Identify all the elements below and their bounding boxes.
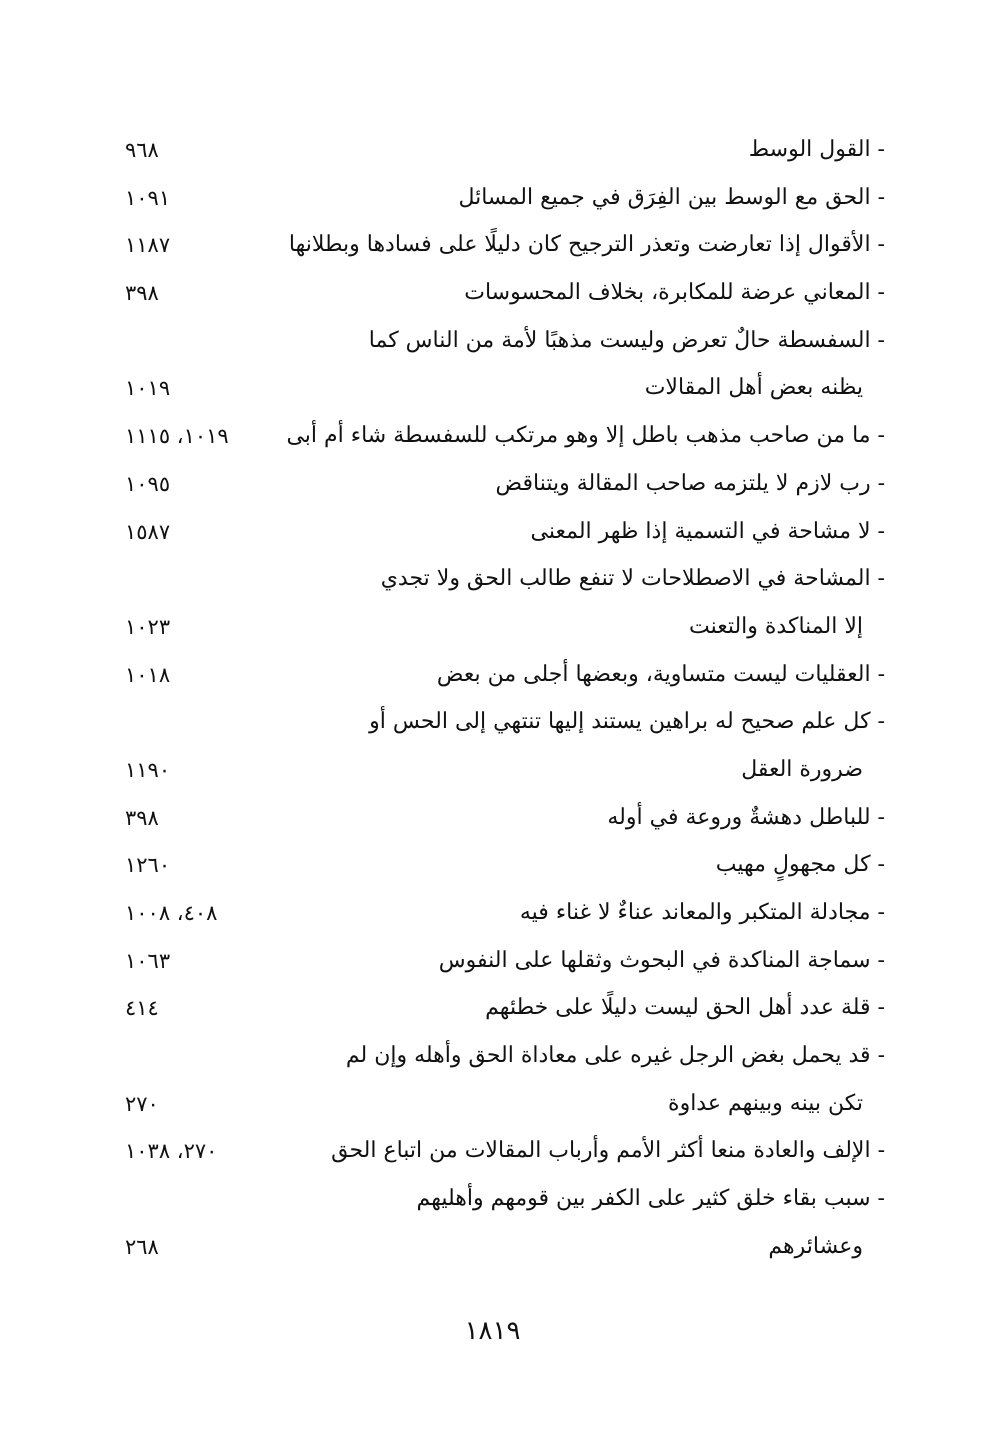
entry-text: - قلة عدد أهل الحق ليست دليلًا على خطئهم: [485, 995, 885, 1021]
index-entry: [125, 1034, 885, 1082]
page-number: ١٨١٩: [464, 1316, 521, 1346]
entry-text: تكن بينه وبينهم عداوة: [668, 1090, 863, 1116]
index-entry: [125, 462, 885, 510]
entry-page-refs: ٢٦٨: [125, 1234, 159, 1259]
index-entry-continuation: [125, 605, 885, 653]
index-entry: [125, 557, 885, 605]
index-entry: [125, 1129, 885, 1177]
entry-page-refs: ٤٠٨، ١٠٠٨: [125, 901, 218, 925]
entry-page-refs: ١١٩٠: [125, 757, 171, 782]
index-entries: [125, 128, 885, 1273]
index-entry: [125, 891, 885, 939]
index-entry: [125, 128, 885, 176]
entry-text: - الأقوال إذا تعارضت وتعذر الترجيح كان دليلًا على فسادها وبطلانها: [288, 232, 885, 258]
entry-text: - قد يحمل بغض الرجل غيره على معاداة الحق وأهله وإن لم: [345, 1043, 885, 1069]
index-entry: [125, 319, 885, 367]
entry-page-refs: ٢٧٠: [125, 1091, 159, 1116]
entry-text: - الحق مع الوسط بين الفِرَق في جميع المسائل: [458, 184, 885, 210]
index-entry: [125, 939, 885, 987]
entry-page-refs: ١٠١٩، ١١١٥: [125, 424, 229, 449]
entry-text: - المشاحة في الاصطلاحات لا تنفع طالب الحق ولا تجدي: [380, 566, 885, 592]
entry-page-refs: ١٠١٩: [125, 376, 171, 401]
entry-text: - الإلف والعادة منعا أكثر الأمم وأرباب المقالات من اتباع الحق: [331, 1138, 885, 1164]
entry-page-refs: ٩٦٨: [125, 138, 159, 162]
index-entry: [125, 796, 885, 844]
index-entry-continuation: [125, 366, 885, 414]
index-entry-continuation: [125, 1082, 885, 1130]
entry-page-refs: ٢٧٠، ١٠٣٨: [125, 1139, 218, 1164]
entry-page-refs: ٣٩٨: [125, 281, 159, 306]
entry-text: - للباطل دهشةٌ وروعة في أوله: [607, 804, 885, 830]
entry-page-refs: ١٠٩٥: [125, 471, 171, 496]
entry-page-refs: ١٠٢٣: [125, 614, 171, 639]
index-entry: [125, 414, 885, 462]
entry-text: - سبب بقاء خلق كثير على الكفر بين قومهم وأهليهم: [416, 1186, 885, 1212]
entry-page-refs: ١٠٦٣: [125, 948, 171, 973]
index-entry: [125, 700, 885, 748]
entry-text: - رب لازم لا يلتزمه صاحب المقالة ويتناقض: [495, 470, 885, 496]
index-entry: [125, 223, 885, 271]
entry-text: - سماجة المناكدة في البحوث وثقلها على النفوس: [438, 947, 885, 973]
entry-page-refs: ١٢٦٠: [125, 853, 171, 878]
index-entry: [125, 843, 885, 891]
entry-text: - كل مجهولٍ مهيب: [715, 852, 885, 878]
index-entry: [125, 510, 885, 558]
entry-page-refs: ٣٩٨: [125, 805, 159, 830]
index-entry: [125, 1177, 885, 1225]
entry-text: - مجادلة المتكبر والمعاند عناءٌ لا غناء فيه: [519, 900, 885, 925]
entry-text: - لا مشاحة في التسمية إذا ظهر المعنى: [530, 518, 885, 544]
index-entry: [125, 653, 885, 701]
entry-page-refs: ١٠١٨: [125, 662, 171, 687]
entry-text: - كل علم صحيح له براهين يستند إليها تنتهي إلى الحس أو: [369, 709, 885, 735]
entry-text: - المعاني عرضة للمكابرة، بخلاف المحسوسات: [464, 280, 885, 306]
entry-text: إلا المناكدة والتعنت: [688, 613, 863, 639]
entry-text: - القول الوسط: [748, 137, 885, 162]
index-entry-continuation: [125, 748, 885, 796]
entry-page-refs: ١١٨٧: [125, 233, 171, 258]
entry-text: ضرورة العقل: [741, 756, 863, 782]
entry-page-refs: ٤١٤: [125, 996, 159, 1021]
index-entry-continuation: [125, 1225, 885, 1273]
entry-text: - السفسطة حالٌ تعرض وليست مذهبًا لأمة من الناس كما: [368, 327, 885, 353]
entry-text: - العقليات ليست متساوية، وبعضها أجلى من بعض: [436, 661, 885, 687]
entry-page-refs: ١٠٩١: [125, 185, 171, 210]
index-entry: [125, 176, 885, 224]
entry-page-refs: ١٥٨٧: [125, 519, 171, 544]
entry-text: - ما من صاحب مذهب باطل إلا وهو مرتكب للسفسطة شاء أم أبى: [286, 423, 885, 449]
entry-text: وعشائرهم: [768, 1233, 863, 1259]
index-entry: [125, 986, 885, 1034]
entry-text: يظنه بعض أهل المقالات: [644, 375, 863, 401]
index-entry: [125, 271, 885, 319]
